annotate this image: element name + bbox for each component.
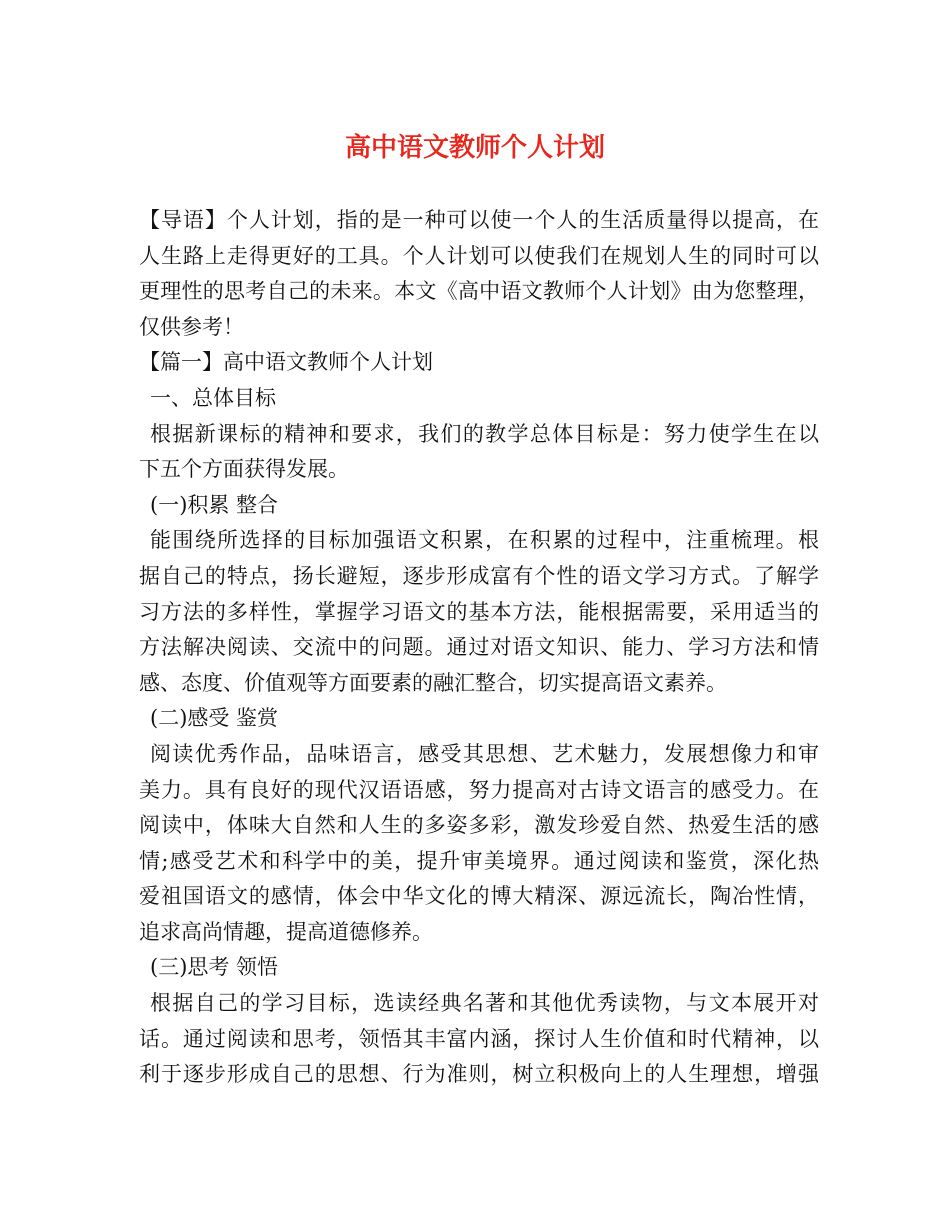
text-line: 据自己的特点，扬长避短，逐步形成富有个性的语文学习方式。了解学 xyxy=(139,563,819,588)
text-line: 阅读中，体味大自然和人生的多姿多彩，激发珍爱自然、热爱生活的感 xyxy=(139,813,819,838)
text-line: 一、总体目标 xyxy=(150,385,276,410)
text-line: 追求高尚情趣，提高道德修养。 xyxy=(139,919,433,944)
text-line: 感、态度、价值观等方面要素的融汇整合，切实提高语文素养。 xyxy=(139,670,727,695)
text-line: (二)感受 鉴赏 xyxy=(150,706,279,731)
text-line: 根据自己的学习目标，选读经典名著和其他优秀读物，与文本展开对 xyxy=(150,991,819,1016)
text-line: 方法解决阅读、交流中的问题。通过对语文知识、能力、学习方法和情 xyxy=(139,635,819,660)
text-line: 情;感受艺术和科学中的美，提升审美境界。通过阅读和鉴赏，深化热 xyxy=(139,848,819,873)
text-line: 爱祖国语文的感情，体会中华文化的博大精深、源远流长，陶冶性情， xyxy=(139,884,819,909)
document-title: 高中语文教师个人计划 xyxy=(344,133,605,163)
text-line: 仅供参考！ xyxy=(139,314,244,339)
text-line: 【导语】个人计划，指的是一种可以使一个人的生活质量得以提高，在 xyxy=(139,208,819,232)
text-line: 更理性的思考自己的未来。本文《高中语文教师个人计划》由为您整理， xyxy=(139,279,819,304)
text-line: 习方法的多样性，掌握学习语文的基本方法，能根据需要，采用适当的 xyxy=(139,599,819,624)
text-line: 根据新课标的精神和要求，我们的教学总体目标是：努力使学生在以 xyxy=(150,421,819,446)
text-line: (一)积累 整合 xyxy=(150,492,279,517)
text-line: 人生路上走得更好的工具。个人计划可以使我们在规划人生的同时可以 xyxy=(139,243,819,268)
text-line: 阅读优秀作品，品味语言，感受其思想、艺术魅力，发展想像力和审 xyxy=(150,741,819,766)
text-line: 话。通过阅读和思考，领悟其丰富内涵，探讨人生价值和时代精神，以 xyxy=(139,1026,819,1051)
text-line: 利于逐步形成自己的思想、行为准则，树立积极向上的人生理想，增强 xyxy=(139,1062,819,1087)
text-line: 能围绕所选择的目标加强语文积累，在积累的过程中，注重梳理。根 xyxy=(150,528,819,553)
text-line: 美力。具有良好的现代汉语语感，努力提高对古诗文语言的感受力。在 xyxy=(139,777,819,802)
text-line: 【篇一】高中语文教师个人计划 xyxy=(139,350,433,375)
text-line: 下五个方面获得发展。 xyxy=(139,457,349,482)
document-body xyxy=(139,203,819,1093)
text-line: (三)思考 领悟 xyxy=(150,955,279,980)
